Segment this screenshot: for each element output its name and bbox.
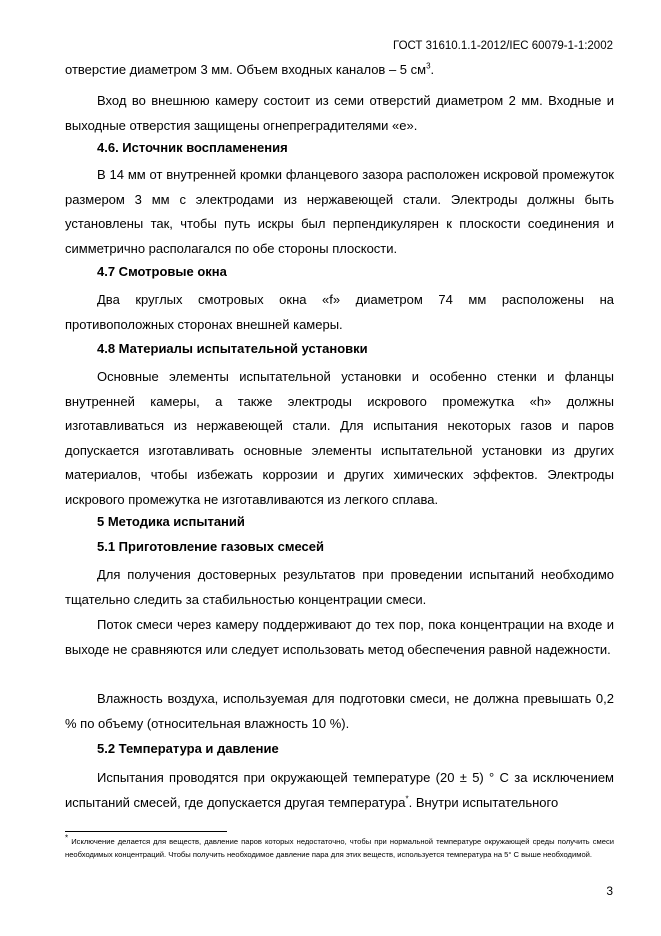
heading-4-6: 4.6. Источник воспламенения bbox=[97, 140, 288, 155]
paragraph-sight-windows: Два круглых смотровых окна «f» диаметром 74 мм расположены на противоположных сторонах внешней камеры. bbox=[65, 292, 614, 332]
paragraph-outer-chamber-inlet: Вход во внешнюю камеру состоит из семи отверстий диаметром 2 мм. Входные и выходные отверстия защищены огнепреградителями «e». bbox=[65, 93, 614, 133]
paragraph-mixture-flow: Поток смеси через камеру поддерживают до тех пор, пока концентрации на входе и выходе не сравняются или следует использовать метод обеспечения равной надежности. bbox=[65, 617, 614, 657]
paragraph-ignition-source: В 14 мм от внутренней кромки фланцевого зазора расположен искровой промежуток размером 3 мм с электродами из нержавеющей стали. Электроды должны быть установлены так, чтобы путь искры был перпендикулярен к плоскости соединения и симметрично располагался по обе стороны плоскости. bbox=[65, 167, 614, 256]
page-number: 3 bbox=[606, 884, 613, 898]
document-header: ГОСТ 31610.1.1-2012/IEC 60079-1-1:2002 bbox=[392, 40, 613, 52]
heading-5: 5 Методика испытаний bbox=[97, 514, 245, 529]
paragraph-inlet-volume: отверстие диаметром 3 мм. Объем входных каналов – 5 $см^3$. bbox=[65, 61, 435, 77]
paragraph-materials: Основные элементы испытательной установки и особенно стенки и фланцы внутренней камеры, а также электроды искрового промежутка «h» должны изготавливаться из нержавеющей стали. Для испытания некоторых газов и паров допускается изготавливать основные элементы испытательной установки из других материалов, чтобы избежать коррозии и других химических эффектов. Электроды искрового промежутка не изготавливаются из легкого сплава. bbox=[65, 369, 614, 507]
heading-5-1: 5.1 Приготовление газовых смесей bbox=[97, 539, 324, 554]
paragraph-air-humidity: Влажность воздуха, используемая для подготовки смеси, не должна превышать 0,2 % по объему (относительная влажность 10 %). bbox=[65, 691, 614, 731]
heading-4-8: 4.8 Материалы испытательной установки bbox=[97, 341, 368, 356]
footnote: * Исключение делается для веществ, давление паров которых недостаточно, чтобы при нормальной температуре окружающей среды получить смеси необходимых концентраций. Чтобы получить необходимое давление пара для этих веществ, используется температура на 5° С выше необходимой. bbox=[65, 833, 614, 859]
heading-5-2: 5.2 Температура и давление bbox=[97, 741, 279, 756]
paragraph-concentration-stability: Для получения достоверных результатов при проведении испытаний необходимо тщательно следить за стабильностью концентрации смеси. bbox=[65, 567, 614, 607]
paragraph-test-temperature: Испытания проводятся при окружающей температуре (20 ± 5) ° С за исключением испытаний смесей, где допускается другая температура*. Внутри испытательного bbox=[65, 770, 614, 810]
footnote-separator bbox=[65, 831, 227, 832]
heading-4-7: 4.7 Смотровые окна bbox=[97, 264, 227, 279]
